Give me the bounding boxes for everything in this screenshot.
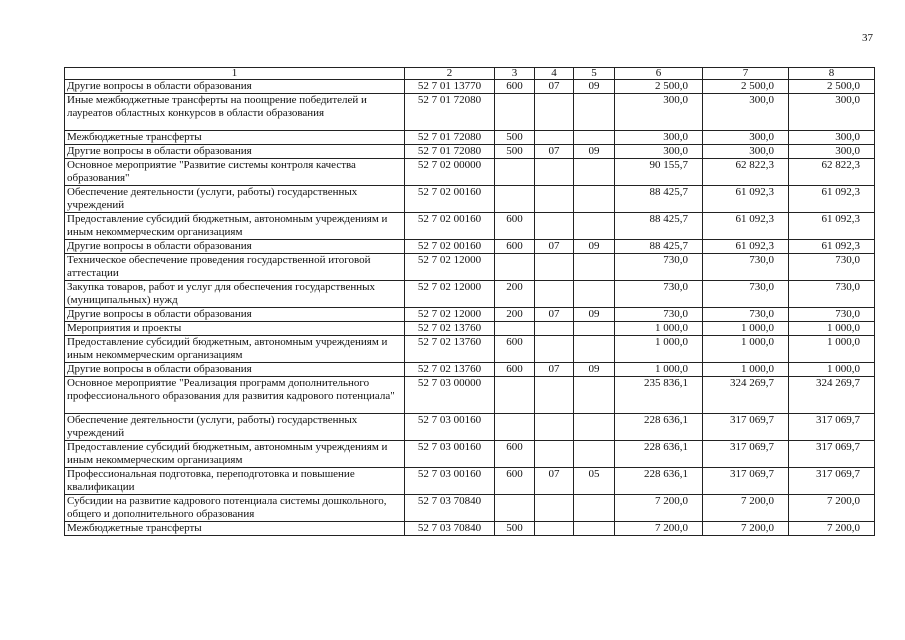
- cell-name: Другие вопросы в области образования: [65, 145, 405, 159]
- cell-name: Другие вопросы в области образования: [65, 80, 405, 94]
- cell-code: 52 7 02 13760: [405, 363, 495, 377]
- table-row: [65, 186, 875, 213]
- table-row: [65, 468, 875, 495]
- cell-rz: 07: [535, 468, 574, 495]
- table-row: [65, 336, 875, 363]
- cell-v7: 730,0: [703, 308, 789, 322]
- cell-vr: 600: [495, 80, 535, 94]
- cell-name: Обеспечение деятельности (услуги, работы) государственных учреждений: [65, 186, 405, 213]
- cell-name: Предоставление субсидий бюджетным, автономным учреждениям и иным некоммерческим организациям: [65, 213, 405, 240]
- cell-v7: 730,0: [703, 281, 789, 308]
- table-row: [65, 377, 875, 414]
- cell-v6: 730,0: [615, 254, 703, 281]
- cell-code: 52 7 01 72080: [405, 94, 495, 131]
- table-row: [65, 322, 875, 336]
- cell-v7: 317 069,7: [703, 414, 789, 441]
- cell-rz: [535, 281, 574, 308]
- cell-v8: 317 069,7: [789, 468, 875, 495]
- cell-pr: 09: [574, 363, 615, 377]
- cell-v7: 2 500,0: [703, 80, 789, 94]
- cell-name: Предоставление субсидий бюджетным, автономным учреждениям и иным некоммерческим организациям: [65, 441, 405, 468]
- cell-code: 52 7 01 13770: [405, 80, 495, 94]
- column-header: 2: [405, 68, 495, 80]
- cell-v7: 7 200,0: [703, 522, 789, 536]
- cell-vr: 600: [495, 240, 535, 254]
- cell-v7: 1 000,0: [703, 336, 789, 363]
- cell-v8: 730,0: [789, 281, 875, 308]
- cell-rz: 07: [535, 308, 574, 322]
- cell-code: 52 7 03 00000: [405, 377, 495, 414]
- cell-v6: 730,0: [615, 308, 703, 322]
- table-row: [65, 131, 875, 145]
- cell-pr: [574, 186, 615, 213]
- cell-pr: 09: [574, 145, 615, 159]
- cell-code: 52 7 02 12000: [405, 308, 495, 322]
- header-row: [65, 68, 875, 80]
- cell-v6: 88 425,7: [615, 186, 703, 213]
- cell-v6: 88 425,7: [615, 213, 703, 240]
- cell-rz: [535, 213, 574, 240]
- cell-v7: 324 269,7: [703, 377, 789, 414]
- cell-vr: [495, 159, 535, 186]
- cell-pr: [574, 322, 615, 336]
- cell-v7: 300,0: [703, 131, 789, 145]
- cell-code: 52 7 02 12000: [405, 254, 495, 281]
- cell-pr: 09: [574, 80, 615, 94]
- cell-v6: 228 636,1: [615, 441, 703, 468]
- cell-v7: 300,0: [703, 94, 789, 131]
- cell-rz: [535, 186, 574, 213]
- cell-code: 52 7 03 70840: [405, 495, 495, 522]
- cell-rz: 07: [535, 145, 574, 159]
- cell-pr: [574, 414, 615, 441]
- cell-vr: 500: [495, 522, 535, 536]
- cell-v6: 1 000,0: [615, 322, 703, 336]
- cell-vr: [495, 94, 535, 131]
- cell-pr: [574, 131, 615, 145]
- table-row: [65, 414, 875, 441]
- cell-vr: 500: [495, 131, 535, 145]
- cell-v6: 235 836,1: [615, 377, 703, 414]
- cell-name: Основное мероприятие "Реализация программ дополнительного профессионального образования для развития кадрового потенциала": [65, 377, 405, 414]
- cell-pr: [574, 441, 615, 468]
- cell-rz: 07: [535, 80, 574, 94]
- cell-name: Мероприятия и проекты: [65, 322, 405, 336]
- cell-vr: [495, 495, 535, 522]
- cell-v6: 1 000,0: [615, 336, 703, 363]
- cell-v6: 300,0: [615, 145, 703, 159]
- cell-rz: 07: [535, 240, 574, 254]
- table-row: [65, 441, 875, 468]
- cell-name: Иные межбюджетные трансферты на поощрение победителей и лауреатов областных конкурсов в области образования: [65, 94, 405, 131]
- cell-rz: [535, 377, 574, 414]
- table-row: [65, 254, 875, 281]
- table-row: [65, 94, 875, 131]
- cell-pr: 05: [574, 468, 615, 495]
- cell-name: Другие вопросы в области образования: [65, 363, 405, 377]
- cell-vr: [495, 377, 535, 414]
- cell-v8: 62 822,3: [789, 159, 875, 186]
- cell-name: Предоставление субсидий бюджетным, автономным учреждениям и иным некоммерческим организациям: [65, 336, 405, 363]
- cell-rz: 07: [535, 363, 574, 377]
- cell-v7: 61 092,3: [703, 240, 789, 254]
- table-row: [65, 308, 875, 322]
- cell-v7: 62 822,3: [703, 159, 789, 186]
- cell-v7: 730,0: [703, 254, 789, 281]
- cell-vr: 600: [495, 213, 535, 240]
- cell-name: Другие вопросы в области образования: [65, 240, 405, 254]
- cell-vr: [495, 186, 535, 213]
- cell-vr: 600: [495, 468, 535, 495]
- cell-name: Закупка товаров, работ и услуг для обеспечения государственных (муниципальных) нужд: [65, 281, 405, 308]
- cell-v7: 7 200,0: [703, 495, 789, 522]
- cell-pr: [574, 281, 615, 308]
- cell-v8: 61 092,3: [789, 186, 875, 213]
- cell-code: 52 7 02 00160: [405, 213, 495, 240]
- column-header: 7: [703, 68, 789, 80]
- cell-code: 52 7 01 72080: [405, 145, 495, 159]
- cell-vr: 200: [495, 281, 535, 308]
- cell-v6: 2 500,0: [615, 80, 703, 94]
- cell-name: Обеспечение деятельности (услуги, работы) государственных учреждений: [65, 414, 405, 441]
- budget-table: [64, 67, 875, 536]
- cell-v8: 1 000,0: [789, 363, 875, 377]
- cell-pr: [574, 336, 615, 363]
- cell-rz: [535, 254, 574, 281]
- cell-vr: [495, 414, 535, 441]
- cell-v7: 61 092,3: [703, 213, 789, 240]
- cell-v6: 228 636,1: [615, 414, 703, 441]
- cell-rz: [535, 414, 574, 441]
- cell-vr: 500: [495, 145, 535, 159]
- page-number: 37: [862, 32, 873, 44]
- cell-code: 52 7 02 13760: [405, 336, 495, 363]
- cell-v8: 730,0: [789, 254, 875, 281]
- cell-name: Основное мероприятие "Развитие системы контроля качества образования": [65, 159, 405, 186]
- cell-v6: 7 200,0: [615, 522, 703, 536]
- table-row: [65, 363, 875, 377]
- cell-v8: 7 200,0: [789, 522, 875, 536]
- cell-vr: 600: [495, 336, 535, 363]
- cell-pr: [574, 522, 615, 536]
- cell-code: 52 7 03 00160: [405, 441, 495, 468]
- cell-pr: [574, 254, 615, 281]
- cell-v6: 730,0: [615, 281, 703, 308]
- cell-v8: 1 000,0: [789, 336, 875, 363]
- cell-v6: 1 000,0: [615, 363, 703, 377]
- table-row: [65, 80, 875, 94]
- cell-rz: [535, 336, 574, 363]
- cell-rz: [535, 322, 574, 336]
- cell-pr: [574, 377, 615, 414]
- cell-pr: 09: [574, 308, 615, 322]
- cell-rz: [535, 495, 574, 522]
- cell-vr: 600: [495, 363, 535, 377]
- cell-v8: 2 500,0: [789, 80, 875, 94]
- cell-name: Межбюджетные трансферты: [65, 522, 405, 536]
- cell-name: Субсидии на развитие кадрового потенциала системы дошкольного, общего и дополнительного образования: [65, 495, 405, 522]
- cell-v6: 88 425,7: [615, 240, 703, 254]
- cell-rz: [535, 441, 574, 468]
- cell-v8: 324 269,7: [789, 377, 875, 414]
- cell-name: Другие вопросы в области образования: [65, 308, 405, 322]
- cell-v8: 730,0: [789, 308, 875, 322]
- cell-v7: 317 069,7: [703, 468, 789, 495]
- table-row: [65, 281, 875, 308]
- cell-v8: 7 200,0: [789, 495, 875, 522]
- cell-v8: 300,0: [789, 145, 875, 159]
- table-row: [65, 159, 875, 186]
- cell-v6: 7 200,0: [615, 495, 703, 522]
- cell-name: Межбюджетные трансферты: [65, 131, 405, 145]
- cell-vr: 600: [495, 441, 535, 468]
- column-header: 8: [789, 68, 875, 80]
- cell-v7: 1 000,0: [703, 322, 789, 336]
- cell-name: Профессиональная подготовка, переподготовка и повышение квалификации: [65, 468, 405, 495]
- table-row: [65, 213, 875, 240]
- cell-rz: [535, 94, 574, 131]
- cell-v7: 300,0: [703, 145, 789, 159]
- table-row: [65, 145, 875, 159]
- cell-code: 52 7 01 72080: [405, 131, 495, 145]
- cell-pr: [574, 213, 615, 240]
- cell-v7: 317 069,7: [703, 441, 789, 468]
- cell-vr: 200: [495, 308, 535, 322]
- column-header: 6: [615, 68, 703, 80]
- cell-v7: 1 000,0: [703, 363, 789, 377]
- cell-code: 52 7 02 00160: [405, 186, 495, 213]
- cell-pr: 09: [574, 240, 615, 254]
- cell-v6: 300,0: [615, 94, 703, 131]
- cell-code: 52 7 03 00160: [405, 414, 495, 441]
- table-row: [65, 522, 875, 536]
- cell-rz: [535, 131, 574, 145]
- cell-code: 52 7 02 12000: [405, 281, 495, 308]
- cell-rz: [535, 159, 574, 186]
- cell-v6: 228 636,1: [615, 468, 703, 495]
- cell-v7: 61 092,3: [703, 186, 789, 213]
- cell-code: 52 7 03 70840: [405, 522, 495, 536]
- cell-code: 52 7 03 00160: [405, 468, 495, 495]
- cell-v6: 300,0: [615, 131, 703, 145]
- cell-v8: 300,0: [789, 131, 875, 145]
- cell-vr: [495, 322, 535, 336]
- cell-code: 52 7 02 13760: [405, 322, 495, 336]
- cell-v8: 300,0: [789, 94, 875, 131]
- cell-v8: 61 092,3: [789, 213, 875, 240]
- column-header: 1: [65, 68, 405, 80]
- cell-pr: [574, 159, 615, 186]
- cell-v8: 317 069,7: [789, 441, 875, 468]
- cell-pr: [574, 94, 615, 131]
- cell-rz: [535, 522, 574, 536]
- cell-v8: 61 092,3: [789, 240, 875, 254]
- column-header: 5: [574, 68, 615, 80]
- table-row: [65, 240, 875, 254]
- cell-v8: 1 000,0: [789, 322, 875, 336]
- cell-code: 52 7 02 00000: [405, 159, 495, 186]
- column-header: 3: [495, 68, 535, 80]
- cell-vr: [495, 254, 535, 281]
- cell-name: Техническое обеспечение проведения государственной итоговой аттестации: [65, 254, 405, 281]
- cell-code: 52 7 02 00160: [405, 240, 495, 254]
- cell-v6: 90 155,7: [615, 159, 703, 186]
- cell-pr: [574, 495, 615, 522]
- table-row: [65, 495, 875, 522]
- cell-v8: 317 069,7: [789, 414, 875, 441]
- column-header: 4: [535, 68, 574, 80]
